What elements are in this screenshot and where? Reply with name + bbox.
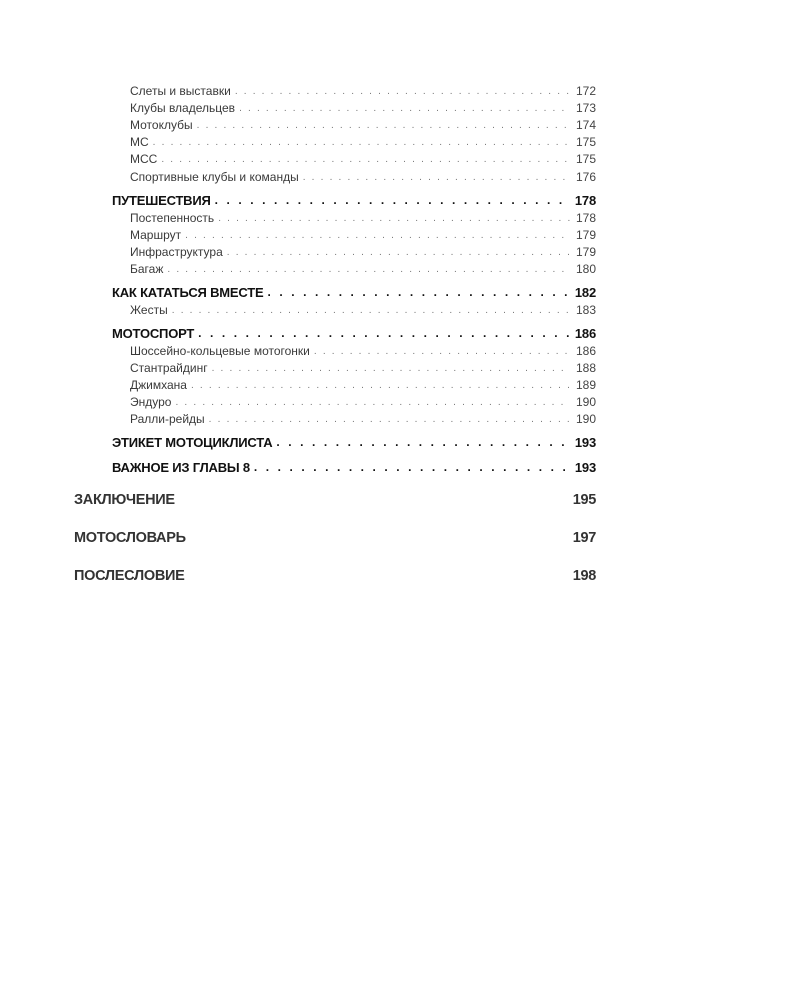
toc-entry[interactable] [130, 361, 596, 378]
toc-entry-title: Жесты [130, 303, 168, 317]
toc-entry-title: Клубы владельцев [130, 101, 236, 115]
toc-chapter-page: 198 [572, 568, 596, 584]
dot-leader [191, 380, 570, 391]
dot-leader [172, 305, 570, 316]
toc-entry-page: 188 [575, 361, 596, 375]
toc-entry-page: 173 [575, 101, 596, 115]
toc-entry[interactable] [130, 152, 596, 169]
toc-chapter[interactable] [74, 568, 596, 584]
toc-entry-title: Слеты и выставки [130, 84, 231, 98]
dot-leader [303, 172, 570, 183]
toc-entry-title: Постепенность [130, 211, 215, 225]
toc-chapter-title: МОТОСЛОВАРЬ [74, 530, 186, 546]
toc-section-title: ВАЖНОЕ ИЗ ГЛАВЫ 8 [112, 460, 250, 475]
dot-leader [197, 120, 570, 131]
toc-entry-page: 189 [575, 378, 596, 392]
toc-entry[interactable] [130, 84, 596, 101]
dot-leader [235, 86, 570, 97]
toc-entry-page: 190 [575, 412, 596, 426]
toc-chapter-page: 195 [572, 492, 596, 508]
toc-entry-page: 186 [575, 344, 596, 358]
dot-leader [198, 326, 569, 340]
dot-leader [212, 363, 570, 374]
dot-leader [254, 460, 569, 474]
dot-leader [218, 213, 570, 224]
toc-entry-title: МС [130, 135, 149, 149]
dot-leader [239, 103, 570, 114]
toc-entry-title: Стантрайдинг [130, 361, 208, 375]
toc-entry-page: 175 [575, 135, 596, 149]
toc-chapter[interactable] [74, 492, 596, 508]
toc-entry-page: 178 [575, 211, 596, 225]
dot-leader [161, 154, 570, 165]
toc-entry-title: Эндуро [130, 395, 172, 409]
toc-entry-title: Инфраструктура [130, 245, 223, 259]
toc-entry[interactable] [130, 344, 596, 361]
dot-leader [153, 137, 570, 148]
toc-entry-page: 179 [575, 228, 596, 242]
toc-section-title: КАК КАТАТЬСЯ ВМЕСТЕ [112, 285, 264, 300]
toc-entry-page: 174 [575, 118, 596, 132]
toc-entry-page: 190 [575, 395, 596, 409]
dot-leader [209, 414, 570, 425]
toc-entry-title: Шоссейно-кольцевые мотогонки [130, 344, 310, 358]
dot-leader [276, 435, 569, 449]
toc-section[interactable] [112, 460, 596, 475]
dot-leader [314, 346, 570, 357]
toc-entry[interactable] [130, 211, 596, 228]
toc-entry-page: 180 [575, 262, 596, 276]
toc-entry-title: Багаж [130, 262, 164, 276]
toc-entry-title: Маршрут [130, 228, 182, 242]
dot-leader [215, 193, 569, 207]
toc-section[interactable] [112, 193, 596, 208]
dot-leader [185, 230, 570, 241]
toc-entry[interactable] [130, 395, 596, 412]
toc-entry[interactable] [130, 378, 596, 395]
toc-entry-title: Ралли-рейды [130, 412, 205, 426]
toc-chapter-title: ПОСЛЕСЛОВИЕ [74, 568, 185, 584]
toc-section[interactable] [112, 435, 596, 450]
dot-leader [175, 397, 570, 408]
toc-section-page: 178 [574, 193, 596, 208]
toc-entry-title: Джимхана [130, 378, 187, 392]
toc-section-title: ЭТИКЕТ МОТОЦИКЛИСТА [112, 435, 273, 450]
toc-entry[interactable] [130, 135, 596, 152]
toc-section-title: ПУТЕШЕСТВИЯ [112, 193, 211, 208]
toc-entry[interactable] [130, 118, 596, 135]
toc-entry-page: 172 [575, 84, 596, 98]
dot-leader [167, 264, 570, 275]
toc-entry-page: 183 [575, 303, 596, 317]
toc-section-title: МОТОСПОРТ [112, 326, 195, 341]
toc-section-page: 182 [574, 285, 596, 300]
toc-entry-page: 179 [575, 245, 596, 259]
toc-entry[interactable] [130, 303, 596, 320]
toc-entry[interactable] [130, 262, 596, 279]
toc-chapter-title: ЗАКЛЮЧЕНИЕ [74, 492, 175, 508]
toc-entry-title: Спортивные клубы и команды [130, 170, 299, 184]
toc-entry-title: МСС [130, 152, 158, 166]
dot-leader [227, 247, 570, 258]
toc-entry[interactable] [130, 170, 596, 187]
dot-leader [267, 285, 568, 299]
toc-entry[interactable] [130, 101, 596, 118]
toc-section-page: 186 [574, 326, 596, 341]
toc-entry[interactable] [130, 228, 596, 245]
toc-chapter-page: 197 [572, 530, 596, 546]
toc-entry-page: 175 [575, 152, 596, 166]
toc-entry-title: Мотоклубы [130, 118, 193, 132]
toc-entry[interactable] [130, 412, 596, 429]
toc-entry-page: 176 [575, 170, 596, 184]
toc-section[interactable] [112, 326, 596, 341]
toc-chapter[interactable] [74, 530, 596, 546]
toc-section[interactable] [112, 285, 596, 300]
toc-entry[interactable] [130, 245, 596, 262]
toc-section-page: 193 [574, 460, 596, 475]
toc-section-page: 193 [574, 435, 596, 450]
